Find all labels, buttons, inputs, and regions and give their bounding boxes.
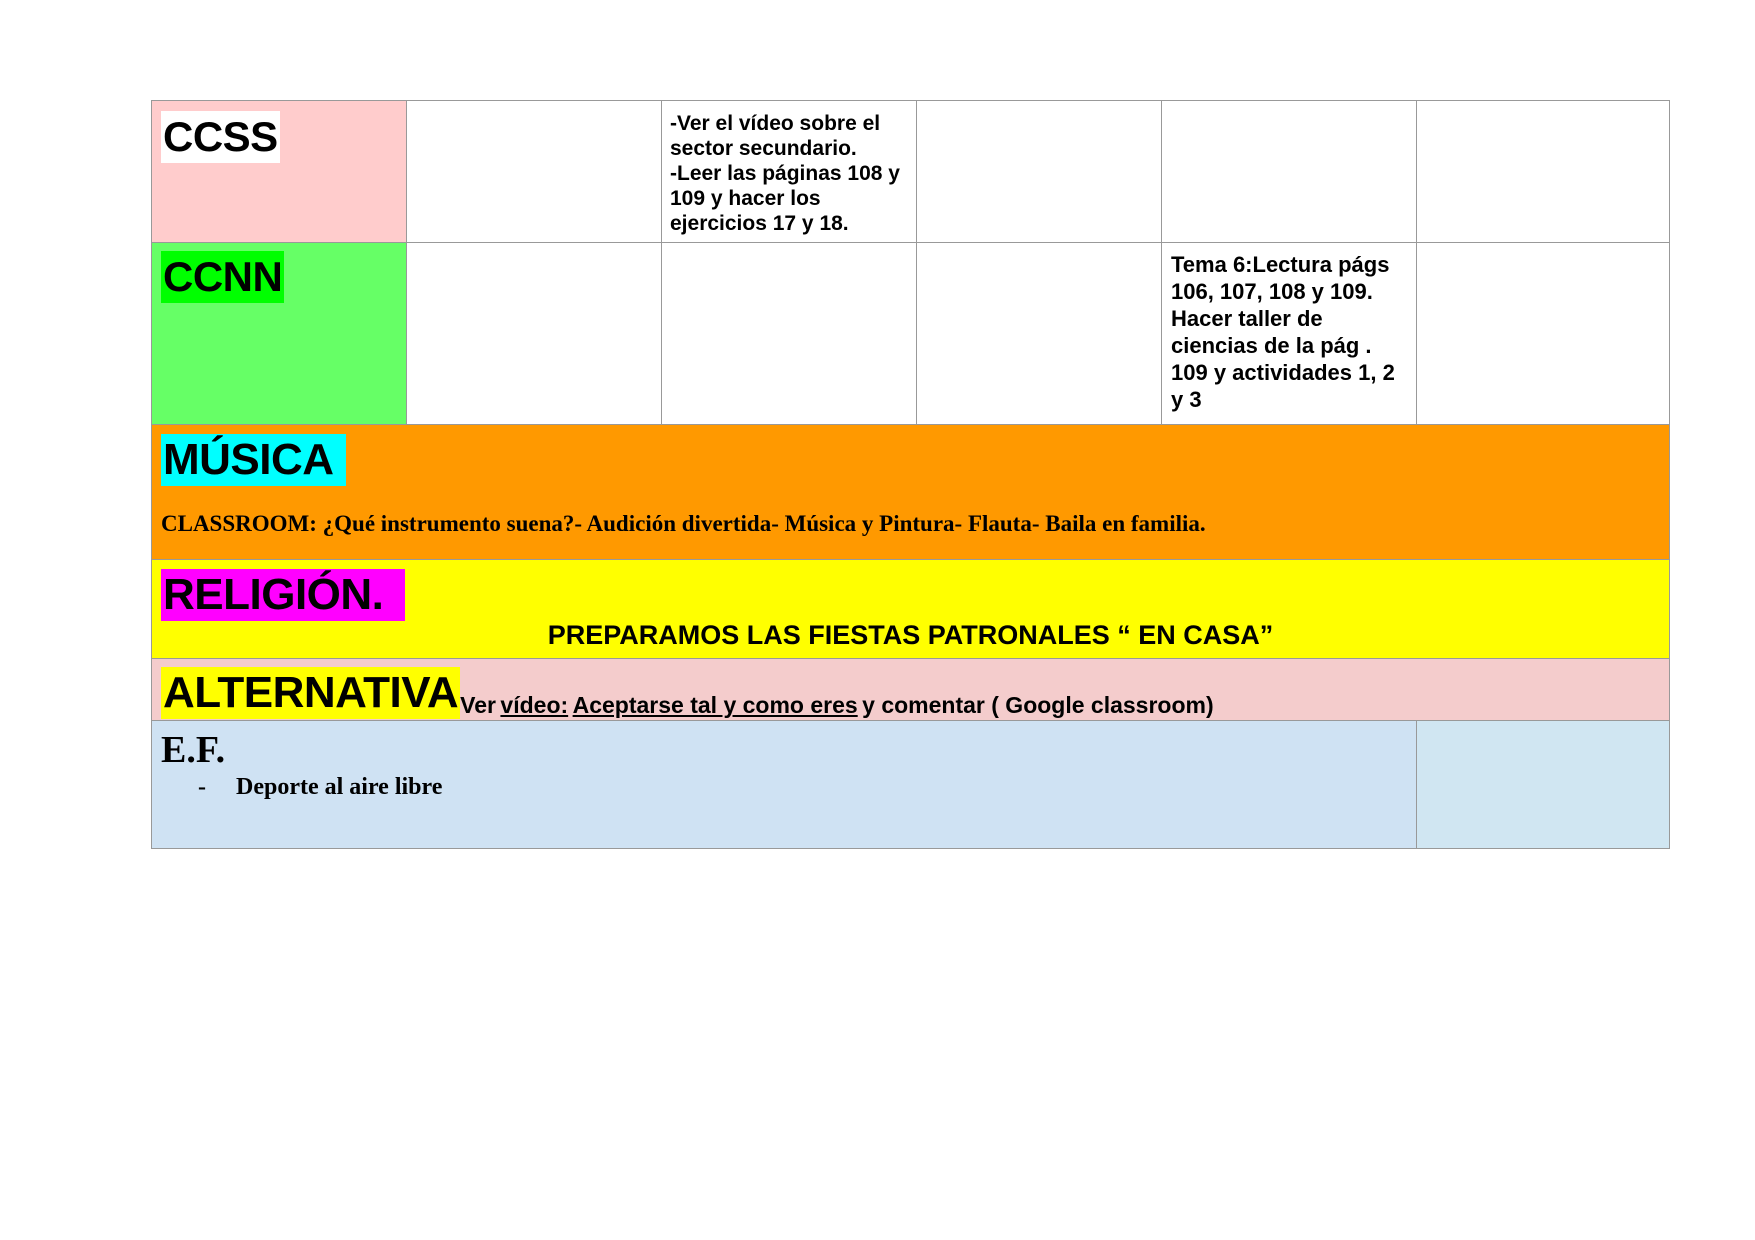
ef-item-text: Deporte al aire libre xyxy=(236,774,443,800)
row-musica xyxy=(151,424,1670,559)
cell-ccnn-2 xyxy=(661,242,916,424)
ccnn-task-line: 109 y actividades 1, 2 xyxy=(1171,360,1395,385)
ccss-task-line: sector secundario. xyxy=(670,137,857,160)
row-religion xyxy=(151,559,1670,658)
row-ccnn xyxy=(151,242,1670,424)
ccnn-task-cell xyxy=(1161,242,1416,424)
ccnn-task-line: Tema 6:Lectura págs xyxy=(1171,252,1390,277)
subject-cell-ccss xyxy=(151,100,406,242)
bullet-dash: - xyxy=(198,774,206,800)
subject-cell-ccnn xyxy=(151,242,406,424)
ccnn-task-line: 106, 107, 108 y 109. xyxy=(1171,279,1373,304)
ccss-task-line: -Leer las páginas 108 y xyxy=(670,162,900,185)
ef-cell xyxy=(151,720,1416,848)
alternativa-video-link[interactable]: Aceptarse tal y como eres xyxy=(572,692,858,718)
religion-text: PREPARAMOS LAS FIESTAS PATRONALES “ EN CASA” xyxy=(547,620,1274,650)
row-ccss xyxy=(151,100,1670,242)
ef-bullet-item xyxy=(198,774,442,801)
religion-cell xyxy=(151,559,1670,658)
ccss-task-line: ejercicios 17 y 18. xyxy=(670,212,849,235)
subject-label-alternativa: ALTERNATIVA xyxy=(163,668,459,717)
alternativa-cell xyxy=(151,658,1670,720)
subject-label-musica: MÚSICA xyxy=(161,434,346,486)
ccnn-task-line: y 3 xyxy=(1171,387,1202,412)
musica-cell xyxy=(151,424,1670,559)
ef-side-cell xyxy=(1416,720,1670,848)
alternativa-video-label: vídeo: xyxy=(500,692,569,718)
ccss-task-line: -Ver el vídeo sobre el xyxy=(670,112,881,135)
cell-ccss-4 xyxy=(1161,100,1416,242)
alternativa-ver: Ver xyxy=(460,692,496,718)
subject-label-ef: E.F. xyxy=(161,729,226,771)
alternativa-rest: y comentar ( Google classroom) xyxy=(862,692,1214,718)
cell-ccnn-5 xyxy=(1416,242,1670,424)
musica-text: CLASSROOM: ¿Qué instrumento suena?- Audición divertida- Música y Pintura- Flauta- Baila en familia. xyxy=(161,511,1206,536)
ccnn-task-line: Hacer taller de xyxy=(1171,306,1323,331)
cell-ccnn-1 xyxy=(406,242,661,424)
subject-label-religion: RELIGIÓN. xyxy=(161,569,405,621)
ccss-task-line: 109 y hacer los xyxy=(670,187,821,210)
cell-ccss-1 xyxy=(406,100,661,242)
row-alternativa xyxy=(151,658,1670,720)
cell-ccnn-3 xyxy=(916,242,1161,424)
cell-ccss-5 xyxy=(1416,100,1670,242)
subject-label-ccnn: CCNN xyxy=(161,251,284,303)
cell-ccss-3 xyxy=(916,100,1161,242)
ccnn-task-line: ciencias de la pág . xyxy=(1171,333,1372,358)
subject-label-ccss: CCSS xyxy=(161,111,280,163)
ccss-task-cell xyxy=(661,100,916,242)
row-ef xyxy=(151,720,1670,849)
